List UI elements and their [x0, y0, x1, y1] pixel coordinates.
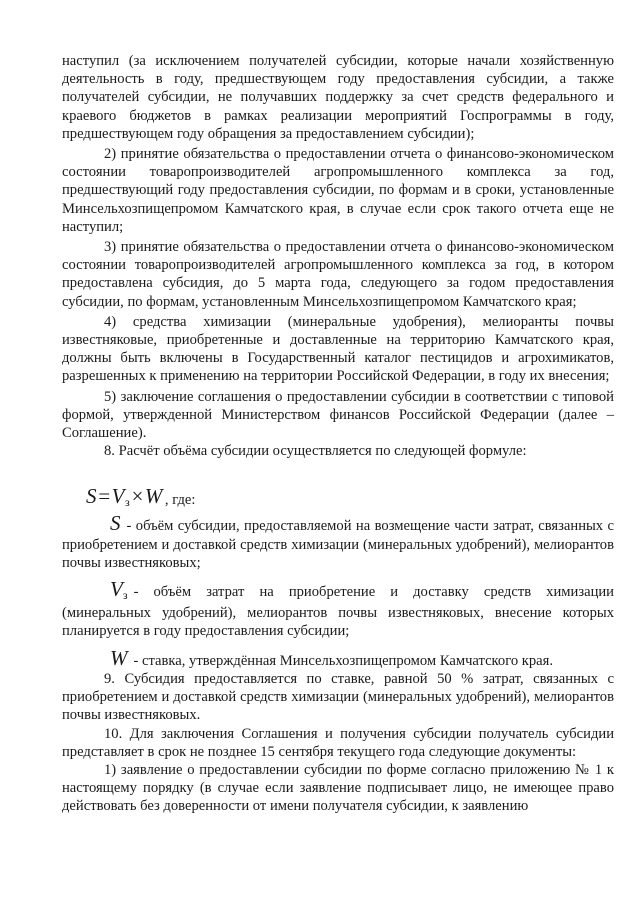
definition-v: [62, 577, 614, 641]
paragraph-section-9: 9. Субсидия предоставляется по ставке, равной 50 % затрат, связанных с приобретением и доставкой средств химизации (минеральных удобрений), мелиорантов почвы известняковых.: [62, 670, 614, 724]
definition-symbol-letter: V: [110, 577, 123, 602]
formula-equals: =: [97, 484, 112, 509]
formula-times: ×: [130, 484, 145, 509]
definition-text: - объём затрат на приобретение и доставку средств химизации (минеральных удобрений), мелиорантов почвы известняковых, внесение которых планируется в году предоставления субсидии;: [62, 584, 614, 640]
definition-symbol: [86, 577, 128, 604]
formula-subscript: з: [125, 495, 131, 510]
paragraph-item-4: 4) средства химизации (минеральные удобрения), мелиоранты почвы известняковые, приобретенные и доставленные на территорию Камчатского края, должны быть включены в Государственный каталог пестицидов и агрохимикатов, разрешенных к применению на территории Российской Федерации, в году их внесения;: [62, 313, 614, 385]
paragraph-section-8: 8. Расчёт объёма субсидии осуществляется по следующей формуле:: [104, 443, 527, 460]
formula-symbol-w: W: [144, 484, 163, 509]
definition-symbol: [86, 511, 121, 536]
definition-symbol: [86, 645, 128, 670]
paragraph-section-10: 10. Для заключения Соглашения и получения субсидии получатель субсидии представляет в срок не позднее 15 сентября текущего года следующие документы:: [62, 725, 614, 760]
paragraph-item-5: 5) заключение соглашения о предоставлении субсидии в соответствии с типовой формой, утвержденной Министерством финансов Российской Федерации (далее – Соглашение).: [62, 388, 614, 442]
definition-text: - ставка, утверждённая Минсельхозпищепромом Камчатского края.: [133, 652, 553, 669]
paragraph-item-3: 3) принятие обязательства о предоставлении отчета о финансово-экономическом состоянии товаропроизводителей агропромышленного комплекса за год, в котором предоставлена субсидия, до 5 марта года, следующего за годом предоставления субсидии, по формам, установленным Минсельхозпищепромом Камчатского края;: [62, 239, 614, 310]
definition-text: - объём субсидии, предоставляемой на возмещение части затрат, связанных с приобретением и доставкой средств химизации (минеральных удобрений), мелиорантов почвы известняковых;: [62, 518, 614, 571]
definition-symbol-letter: W: [110, 645, 128, 670]
definition-s: [62, 511, 614, 572]
definition-symbol-subscript: з: [122, 588, 128, 603]
formula-symbol-v: V: [111, 484, 125, 509]
paragraph-section-10-item-1: 1) заявление о предоставлении субсидии по форме согласно приложению № 1 к настоящему порядку (в случае если заявление подписывает лицо, не имеющее право действовать без доверенности от имени получателя субсидии, к заявлению: [62, 761, 614, 815]
definition-symbol-letter: S: [110, 511, 121, 536]
formula-expression: [86, 484, 163, 510]
formula-suffix: , где:: [164, 492, 196, 509]
definition-w: [62, 645, 614, 670]
formula-symbol-s: S: [86, 484, 97, 509]
paragraph-item-2: 2) принятие обязательства о предоставлении отчета о финансово-экономическом состоянии товаропроизводителей агропромышленного комплекса за год, предшествующий году предоставления субсидии, по формам и в сроки, установленные Минсельхозпищепромом Камчатского края, в случае если срок такого отчета еще не наступил;: [62, 146, 614, 235]
paragraph-continuation: наступил (за исключением получателей субсидии, которые начали хозяйственную деятельность в году, предшествующем году предоставления субсидии, а также получателей субсидии, не получавших поддержку за счет средств федерального и краевого бюджетов в рамках реализации мероприятий Госпрограммы в году, предшествующем году обращения за предоставлением субсидии);: [62, 53, 614, 142]
subsidy-formula: [62, 474, 614, 510]
